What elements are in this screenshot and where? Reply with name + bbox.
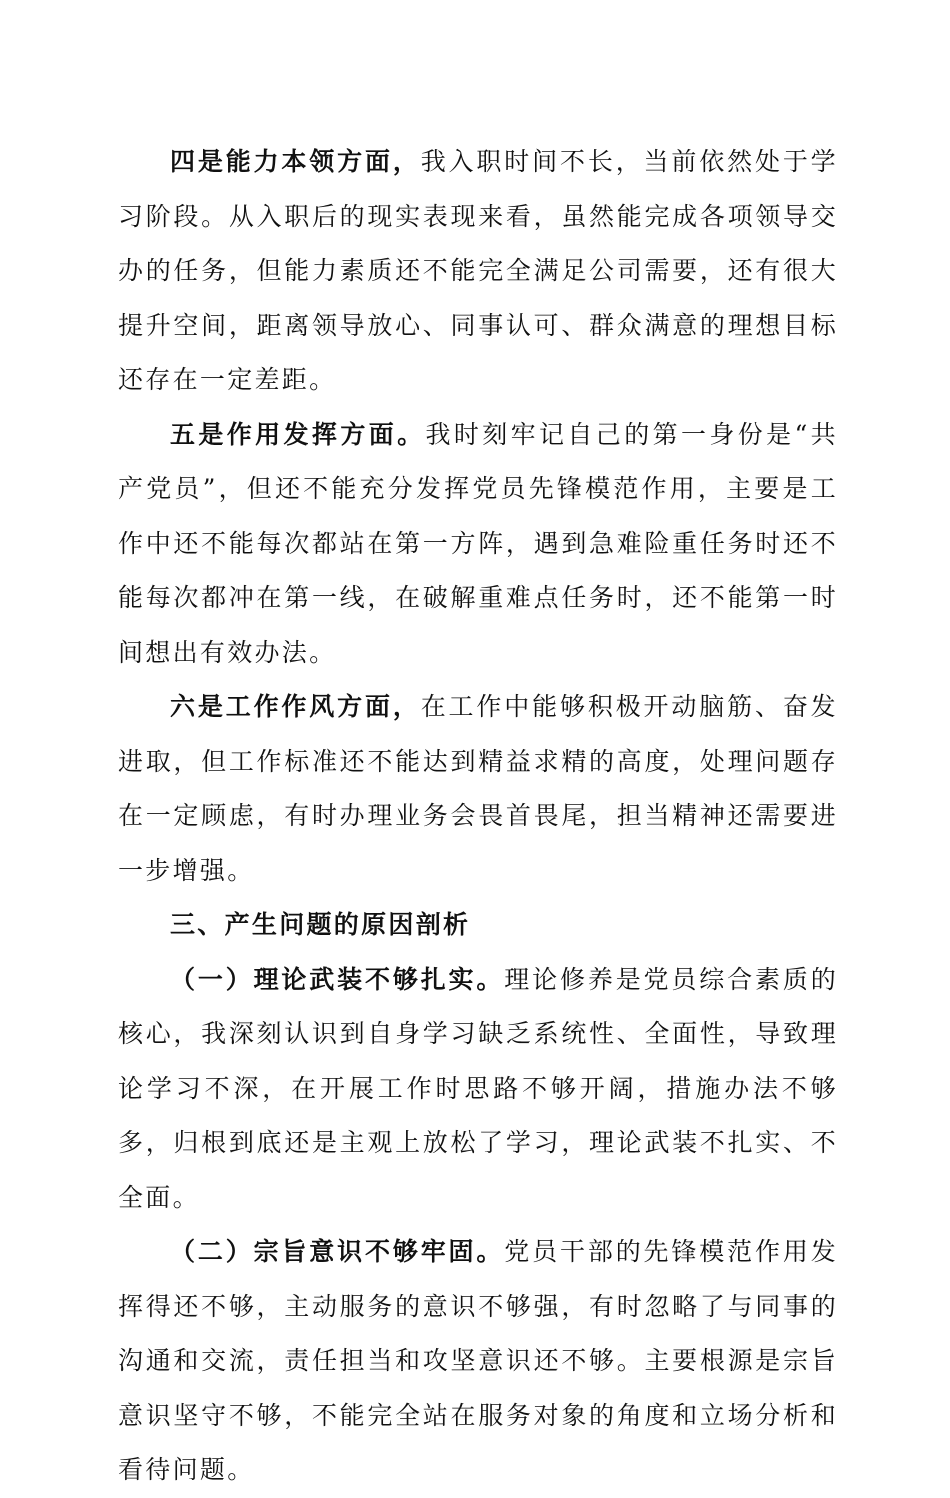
subsection-purpose xyxy=(118,1225,838,1498)
paragraph-body: 在工作中能够积极开动脑筋、奋发进取，但工作标准还不能达到精益求精的高度，处理问题存在一定顾虑，有时办理业务会畏首畏尾，担当精神还需要进一步增强。 xyxy=(118,692,838,885)
paragraph-body: 我时刻牢记自己的第一身份是“共产党员”，但还不能充分发挥党员先锋模范作用，主要是工作中还不能每次都站在第一方阵，遇到急难险重任务时还不能每次都冲在第一线，在破解重难点任务时，还不能第一时间想出有效办法。 xyxy=(118,419,838,667)
subsection-body: 理论修养是党员综合素质的核心，我深刻认识到自身学习缺乏系统性、全面性，导致理论学习不深，在开展工作时思路不够开阔，措施办法不够多，归根到底还是主观上放松了学习，理论武装不扎实、不全面。 xyxy=(118,964,838,1212)
document-page xyxy=(118,135,838,1498)
paragraph-role xyxy=(118,408,838,681)
subsection-theory xyxy=(118,953,838,1226)
paragraph-lead: 五是作用发挥方面。 xyxy=(170,419,426,449)
paragraph-lead: 四是能力本领方面， xyxy=(170,147,421,176)
paragraph-lead: 六是工作作风方面， xyxy=(170,692,421,721)
subsection-body: 党员干部的先锋模范作用发挥得还不够，主动服务的意识不够强，有时忽略了与同事的沟通和交流，责任担当和攻坚意识还不够。主要根源是宗旨意识坚守不够，不能完全站在服务对象的角度和立场分析和看待问题。 xyxy=(118,1237,838,1484)
paragraph-style xyxy=(118,680,838,898)
section-heading: 三、产生问题的原因剖析 xyxy=(170,910,471,939)
paragraph-ability xyxy=(118,135,838,408)
subsection-lead: （一）理论武装不够扎实。 xyxy=(170,964,505,994)
paragraph-body: 我入职时间不长，当前依然处于学习阶段。从入职后的现实表现来看，虽然能完成各项领导交办的任务，但能力素质还不能完全满足公司需要，还有很大提升空间，距离领导放心、同事认可、群众满意的理想目标还存在一定差距。 xyxy=(118,147,838,394)
subsection-lead: （二）宗旨意识不够牢固。 xyxy=(170,1237,505,1266)
